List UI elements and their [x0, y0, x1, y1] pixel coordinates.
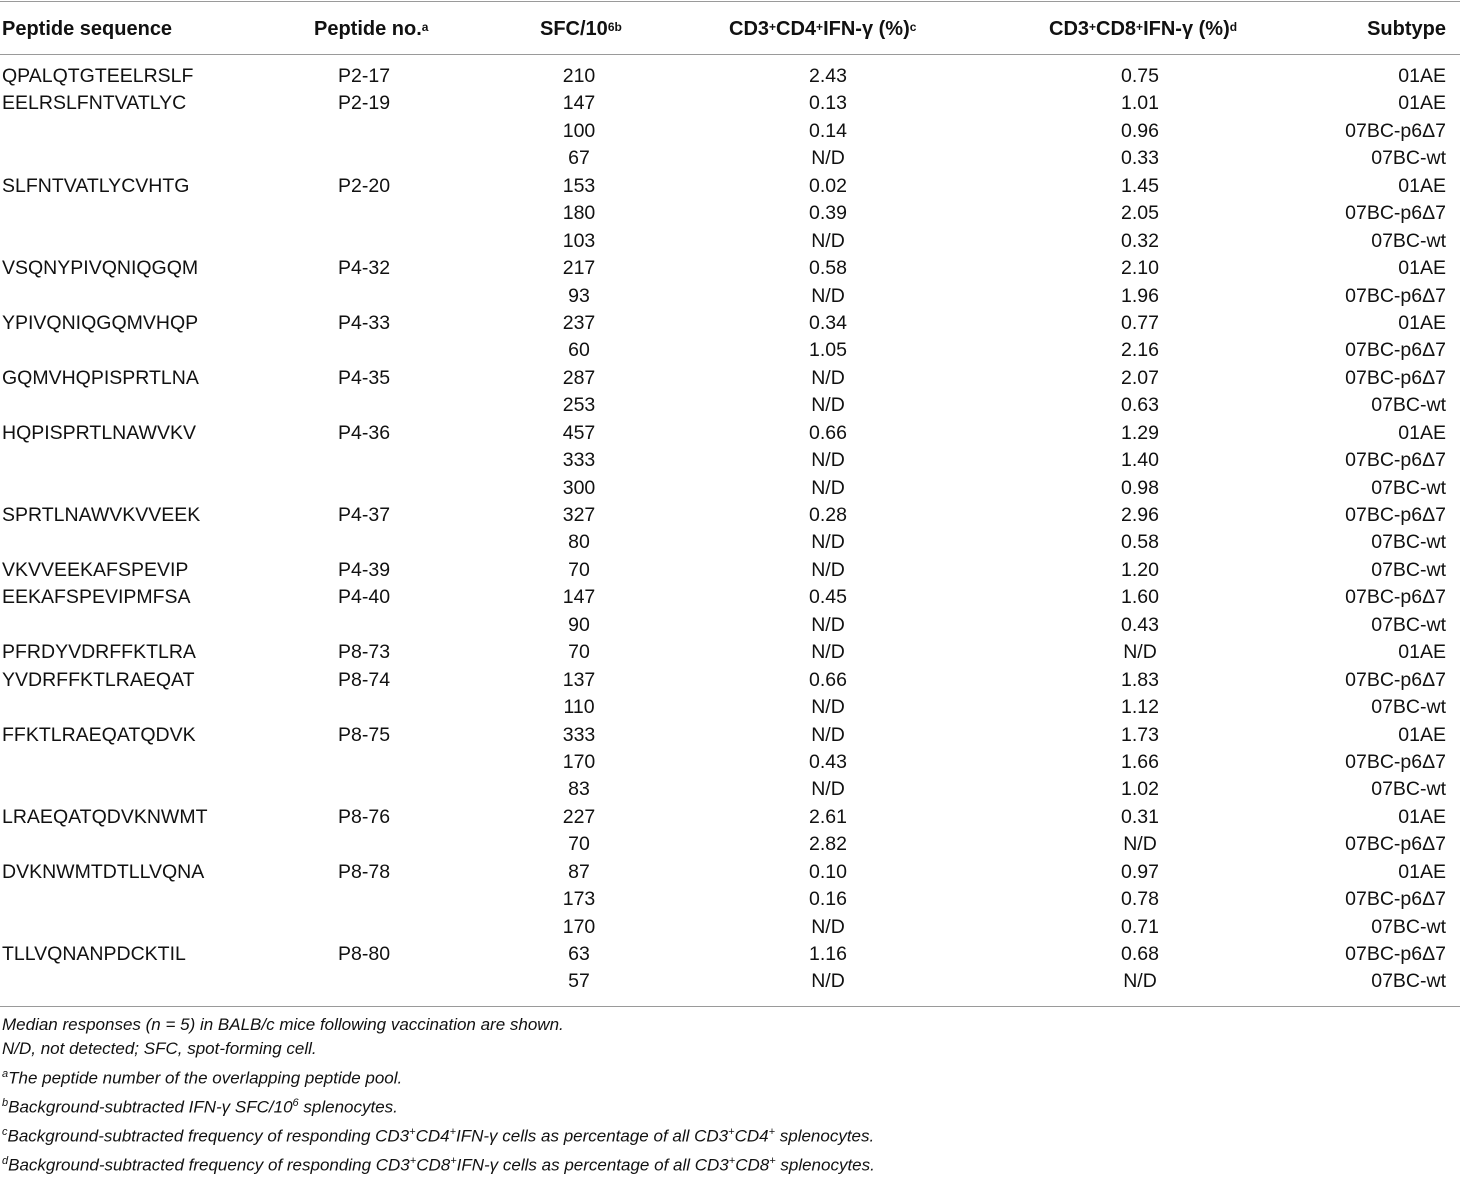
- cell-subtype: 07BC-p6Δ7: [1345, 504, 1446, 526]
- header-text: CD4: [776, 17, 817, 40]
- footnote-median: Median responses (n = 5) in BALB/c mice following vaccination are shown.: [2, 1015, 564, 1034]
- footnote-d: [2, 1149, 875, 1178]
- cell-cd4-pct: N/D: [811, 531, 845, 554]
- table-row: [0, 529, 1460, 556]
- cell-subtype: 07BC-p6Δ7: [1345, 339, 1446, 362]
- footnote-marker: c: [2, 1125, 8, 1138]
- superscript-plus: +: [769, 1155, 776, 1167]
- table-row: [0, 118, 1460, 145]
- footnote-text: Background-subtracted IFN-γ SFC/10: [8, 1097, 293, 1117]
- footnote-marker: d: [1229, 20, 1238, 34]
- cell-subtype: 07BC-wt: [1371, 229, 1446, 252]
- table-row: [0, 255, 1460, 282]
- cell-subtype: 01AE: [1398, 805, 1446, 828]
- cell-subtype: 07BC-wt: [1371, 970, 1446, 993]
- header-text: Peptide no.: [314, 17, 422, 40]
- footnote-text: Background-subtracted frequency of responding CD3: [8, 1155, 410, 1175]
- cell-peptide-no: P4-35: [338, 366, 391, 389]
- cell-sfc: 93: [568, 284, 590, 307]
- cell-cd4-pct: N/D: [811, 394, 845, 417]
- header-text: CD8: [1096, 17, 1137, 40]
- footnote-marker: b: [2, 1096, 9, 1109]
- cell-peptide-sequence: GQMVHQPISPRTLNA: [2, 366, 199, 389]
- footnote-text: IFN-γ cells as percentage of all CD3: [456, 1155, 729, 1175]
- footnote-a: [2, 1062, 875, 1091]
- table-row: [0, 722, 1460, 749]
- cell-subtype: 07BC-wt: [1371, 613, 1446, 636]
- table-row: [0, 392, 1460, 419]
- footnote-text: splenocytes.: [775, 1126, 875, 1146]
- footnote-text: CD8: [735, 1155, 770, 1175]
- cell-subtype: 07BC-wt: [1371, 147, 1446, 170]
- cell-cd4-pct: N/D: [811, 778, 845, 801]
- cell-cd8-pct: 0.97: [1121, 860, 1159, 883]
- cell-peptide-no: P4-36: [338, 421, 391, 444]
- cell-peptide-sequence: PFRDYVDRFFKTLRA: [2, 641, 196, 664]
- table-body: [0, 63, 1460, 996]
- cell-cd8-pct: 1.02: [1121, 778, 1159, 801]
- cell-cd4-pct: 2.61: [809, 805, 847, 828]
- cell-cd4-pct: N/D: [811, 723, 845, 746]
- table-row: [0, 584, 1460, 611]
- cell-sfc: 457: [562, 421, 596, 444]
- cell-cd8-pct: 0.71: [1121, 915, 1159, 938]
- cell-cd8-pct: 0.31: [1121, 805, 1159, 828]
- cell-sfc: 87: [568, 860, 590, 883]
- cell-peptide-sequence: SLFNTVATLYCVHTG: [2, 174, 190, 197]
- header-sfc: [540, 6, 622, 52]
- table-row: [0, 831, 1460, 858]
- cell-subtype: 01AE: [1398, 92, 1446, 115]
- cell-cd8-pct: 1.12: [1121, 696, 1159, 719]
- cell-cd8-pct: 0.78: [1121, 888, 1159, 911]
- header-text: CD3: [729, 17, 770, 40]
- table-row: [0, 557, 1460, 584]
- superscript-plus: +: [409, 1155, 417, 1167]
- cell-subtype: 07BC-wt: [1371, 476, 1446, 499]
- footnote-text: CD8: [416, 1155, 451, 1175]
- cell-peptide-sequence: VKVVEEKAFSPEVIP: [2, 558, 189, 581]
- table-row: [0, 475, 1460, 502]
- cell-peptide-no: P8-78: [338, 860, 391, 883]
- cell-peptide-no: P8-75: [338, 723, 391, 746]
- footnote-text: The peptide number of the overlapping peptide pool.: [8, 1068, 403, 1088]
- cell-subtype: 07BC-wt: [1371, 915, 1446, 938]
- table-row: [0, 968, 1460, 995]
- cell-peptide-sequence: SPRTLNAWVKVVEEK: [2, 504, 201, 526]
- cell-peptide-no: P4-33: [338, 311, 391, 334]
- cell-peptide-no: P4-37: [338, 504, 391, 526]
- cell-sfc: 170: [562, 750, 596, 773]
- cell-peptide-no: P2-19: [338, 92, 391, 115]
- cell-subtype: 07BC-p6Δ7: [1345, 833, 1446, 856]
- cell-subtype: 01AE: [1398, 723, 1446, 746]
- footnote-abbreviations: N/D, not detected; SFC, spot-forming cell.: [2, 1039, 317, 1059]
- cell-cd8-pct: 2.05: [1121, 202, 1159, 225]
- table-row: [0, 63, 1460, 90]
- cell-subtype: 01AE: [1398, 421, 1446, 444]
- header-text: IFN-γ (%): [823, 17, 910, 40]
- cell-cd8-pct: 0.98: [1121, 476, 1159, 499]
- cell-peptide-no: P2-17: [338, 65, 391, 87]
- table-row: [0, 337, 1460, 364]
- cell-subtype: 07BC-p6Δ7: [1345, 449, 1446, 472]
- cell-sfc: 137: [562, 668, 596, 691]
- table-row: [0, 502, 1460, 529]
- cell-subtype: 07BC-p6Δ7: [1345, 586, 1446, 609]
- cell-peptide-sequence: VSQNYPIVQNIQGQM: [2, 257, 199, 280]
- cell-sfc: 173: [562, 888, 596, 911]
- table-row: [0, 447, 1460, 474]
- cell-cd8-pct: 0.68: [1121, 943, 1159, 965]
- superscript-plus: +: [768, 1125, 776, 1138]
- table-row: [0, 200, 1460, 227]
- cell-cd4-pct: 0.28: [809, 504, 847, 526]
- cell-peptide-sequence: LRAEQATQDVKNWMT: [2, 805, 208, 828]
- cell-subtype: 07BC-p6Δ7: [1345, 202, 1446, 225]
- cell-cd4-pct: N/D: [811, 476, 845, 499]
- cell-sfc: 147: [562, 92, 596, 115]
- cell-subtype: 07BC-p6Δ7: [1345, 750, 1446, 773]
- cell-subtype: 07BC-p6Δ7: [1345, 119, 1446, 142]
- cell-cd8-pct: 0.33: [1121, 147, 1159, 170]
- footnote-text: CD4: [734, 1126, 769, 1146]
- header-text: SFC/10: [540, 17, 608, 40]
- cell-sfc: 80: [568, 531, 590, 554]
- cell-peptide-sequence: EELRSLFNTVATLYC: [2, 92, 187, 115]
- footnote-text: splenocytes.: [775, 1155, 875, 1175]
- cell-peptide-no: P8-76: [338, 805, 391, 828]
- cell-peptide-no: P4-39: [338, 558, 391, 581]
- cell-cd8-pct: 1.60: [1121, 586, 1159, 609]
- cell-subtype: 07BC-wt: [1371, 778, 1446, 801]
- cell-sfc: 210: [562, 65, 596, 87]
- cell-cd8-pct: 1.83: [1121, 668, 1159, 691]
- header-peptide-sequence: [2, 6, 172, 52]
- cell-sfc: 147: [562, 586, 596, 609]
- cell-cd4-pct: 0.58: [809, 257, 847, 280]
- cell-peptide-sequence: EEKAFSPEVIPMFSA: [2, 586, 191, 609]
- cell-cd4-pct: 0.14: [809, 119, 847, 142]
- footnote-b: [2, 1091, 875, 1120]
- cell-sfc: 180: [562, 202, 596, 225]
- cell-cd8-pct: 1.66: [1121, 750, 1159, 773]
- cell-sfc: 110: [563, 696, 595, 719]
- cell-peptide-no: P8-74: [338, 668, 391, 691]
- cell-cd4-pct: N/D: [811, 696, 845, 719]
- superscript-plus: +: [1136, 20, 1144, 34]
- cell-cd4-pct: 2.82: [809, 833, 847, 856]
- table-row: [0, 365, 1460, 392]
- cell-subtype: 01AE: [1398, 257, 1446, 280]
- cell-cd8-pct: N/D: [1123, 641, 1157, 664]
- cell-cd4-pct: 1.05: [809, 339, 847, 362]
- header-text: IFN-γ (%): [1143, 17, 1230, 40]
- superscript-exponent: 6: [292, 1096, 299, 1109]
- cell-subtype: 07BC-p6Δ7: [1345, 888, 1446, 911]
- cell-peptide-no: P8-80: [338, 943, 391, 965]
- cell-cd8-pct: 2.10: [1121, 257, 1159, 280]
- cell-cd4-pct: N/D: [811, 613, 845, 636]
- footnote-c: [2, 1120, 875, 1149]
- cell-sfc: 70: [568, 641, 590, 664]
- cell-cd8-pct: 0.96: [1121, 119, 1159, 142]
- header-subtype: [1367, 6, 1446, 52]
- cell-peptide-sequence: DVKNWMTDTLLVQNA: [2, 860, 205, 883]
- cell-subtype: 07BC-p6Δ7: [1345, 284, 1446, 307]
- cell-peptide-sequence: YVDRFFKTLRAEQAT: [2, 668, 195, 691]
- cell-subtype: 07BC-wt: [1371, 696, 1446, 719]
- cell-sfc: 83: [568, 778, 590, 801]
- cell-cd4-pct: N/D: [811, 449, 845, 472]
- cell-sfc: 333: [562, 723, 596, 746]
- cell-cd4-pct: 0.39: [809, 202, 847, 225]
- superscript-plus: +: [816, 20, 824, 34]
- cell-peptide-sequence: QPALQTGTEELRSLF: [2, 65, 194, 87]
- cell-subtype: 07BC-wt: [1371, 394, 1446, 417]
- header-cd4-ifn: [729, 6, 916, 52]
- cell-sfc: 253: [562, 394, 596, 417]
- cell-cd4-pct: 0.10: [809, 860, 847, 883]
- cell-cd4-pct: N/D: [811, 558, 845, 581]
- footnote-marker: d: [2, 1155, 9, 1167]
- cell-cd8-pct: 1.01: [1121, 92, 1159, 115]
- cell-sfc: 100: [562, 119, 596, 142]
- cell-peptide-no: P4-32: [338, 257, 391, 280]
- table-top-rule: [0, 1, 1460, 2]
- cell-sfc: 60: [568, 339, 590, 362]
- cell-cd4-pct: 0.16: [809, 888, 847, 911]
- cell-cd8-pct: 0.63: [1121, 394, 1159, 417]
- header-rule: [0, 54, 1460, 55]
- footnote-marker: a: [421, 20, 429, 34]
- superscript-plus: +: [1089, 20, 1097, 34]
- cell-cd8-pct: 0.77: [1121, 311, 1159, 334]
- cell-peptide-no: P8-73: [338, 641, 391, 664]
- table-footnotes: [2, 1013, 875, 1178]
- cell-subtype: 07BC-wt: [1371, 558, 1446, 581]
- cell-sfc: 327: [562, 504, 596, 526]
- cell-peptide-sequence: HQPISPRTLNAWVKV: [2, 421, 196, 444]
- cell-peptide-no: P4-40: [338, 586, 391, 609]
- cell-cd4-pct: N/D: [811, 915, 845, 938]
- footnote-text: Background-subtracted frequency of responding CD3: [7, 1126, 410, 1146]
- cell-sfc: 153: [562, 174, 596, 197]
- footnote-marker: 6b: [607, 20, 622, 34]
- cell-cd8-pct: 0.32: [1121, 229, 1159, 252]
- cell-cd4-pct: N/D: [811, 229, 845, 252]
- table-row: [0, 310, 1460, 337]
- cell-cd4-pct: 0.45: [809, 586, 847, 609]
- table-row: [0, 145, 1460, 172]
- footnote-text: CD4: [415, 1126, 450, 1146]
- cell-cd8-pct: 0.58: [1121, 531, 1159, 554]
- footnote-marker: c: [909, 20, 917, 34]
- table-row: [0, 283, 1460, 310]
- footnote-marker: a: [2, 1067, 9, 1080]
- table-row: [0, 776, 1460, 803]
- cell-sfc: 170: [562, 915, 596, 938]
- cell-cd4-pct: N/D: [811, 366, 845, 389]
- cell-sfc: 67: [568, 147, 590, 170]
- cell-subtype: 07BC-p6Δ7: [1345, 668, 1446, 691]
- superscript-plus: +: [449, 1125, 457, 1138]
- cell-cd4-pct: 0.13: [809, 92, 847, 115]
- header-text: CD3: [1049, 17, 1090, 40]
- superscript-plus: +: [769, 20, 777, 34]
- cell-subtype: 07BC-p6Δ7: [1345, 366, 1446, 389]
- header-cd8-ifn: [1049, 6, 1237, 52]
- cell-sfc: 63: [568, 943, 590, 965]
- cell-cd4-pct: N/D: [811, 970, 845, 993]
- cell-sfc: 70: [568, 833, 590, 856]
- cell-sfc: 70: [568, 558, 590, 581]
- cell-sfc: 57: [568, 970, 590, 993]
- cell-cd4-pct: 2.43: [809, 65, 847, 87]
- cell-cd8-pct: 1.29: [1121, 421, 1159, 444]
- superscript-plus: +: [728, 1125, 735, 1138]
- cell-cd8-pct: N/D: [1123, 970, 1157, 993]
- cell-cd4-pct: N/D: [811, 284, 845, 307]
- table-row: [0, 612, 1460, 639]
- cell-subtype: 01AE: [1398, 860, 1446, 883]
- cell-cd4-pct: 0.43: [809, 750, 847, 773]
- table-row: [0, 420, 1460, 447]
- cell-peptide-sequence: TLLVQNANPDCKTIL: [2, 943, 186, 965]
- cell-cd8-pct: 1.40: [1121, 449, 1159, 472]
- table-row: [0, 694, 1460, 721]
- cell-cd4-pct: 0.66: [809, 668, 847, 691]
- table-row: [0, 804, 1460, 831]
- table-row: [0, 228, 1460, 255]
- superscript-plus: +: [450, 1155, 457, 1167]
- cell-cd8-pct: 2.96: [1121, 504, 1159, 526]
- cell-cd8-pct: 1.96: [1121, 284, 1159, 307]
- cell-subtype: 01AE: [1398, 641, 1446, 664]
- cell-cd4-pct: 0.66: [809, 421, 847, 444]
- cell-cd8-pct: 1.20: [1121, 558, 1159, 581]
- cell-cd8-pct: 0.43: [1121, 613, 1159, 636]
- cell-subtype: 07BC-wt: [1371, 531, 1446, 554]
- cell-cd8-pct: N/D: [1123, 833, 1157, 856]
- table-row: [0, 749, 1460, 776]
- cell-cd4-pct: N/D: [811, 641, 845, 664]
- cell-sfc: 333: [562, 449, 596, 472]
- table-row: [0, 941, 1460, 968]
- cell-sfc: 103: [562, 229, 596, 252]
- cell-cd8-pct: 2.07: [1121, 366, 1159, 389]
- superscript-plus: +: [409, 1125, 416, 1138]
- cell-peptide-sequence: FFKTLRAEQATQDVK: [2, 723, 196, 746]
- table-row: [0, 914, 1460, 941]
- cell-cd8-pct: 1.45: [1121, 174, 1159, 197]
- table-row: [0, 667, 1460, 694]
- header-peptide-no: [314, 6, 428, 52]
- table-row: [0, 173, 1460, 200]
- superscript-plus: +: [728, 1155, 736, 1167]
- cell-peptide-no: P2-20: [338, 174, 391, 197]
- footnote-text: IFN-γ cells as percentage of all CD3: [456, 1126, 729, 1146]
- cell-cd4-pct: N/D: [811, 147, 845, 170]
- footnote-text: splenocytes.: [298, 1097, 398, 1117]
- cell-cd4-pct: 0.34: [809, 311, 847, 334]
- cell-sfc: 90: [568, 613, 590, 636]
- cell-subtype: 07BC-p6Δ7: [1345, 943, 1446, 965]
- cell-subtype: 01AE: [1398, 311, 1446, 334]
- cell-subtype: 01AE: [1398, 65, 1446, 87]
- cell-sfc: 217: [562, 257, 596, 280]
- header-text: Peptide sequence: [2, 17, 173, 40]
- cell-cd8-pct: 1.73: [1121, 723, 1159, 746]
- cell-cd4-pct: 0.02: [809, 174, 847, 197]
- table-bottom-rule: [0, 1006, 1460, 1007]
- cell-cd8-pct: 0.75: [1121, 65, 1159, 87]
- table-row: [0, 639, 1460, 666]
- cell-sfc: 237: [562, 311, 596, 334]
- cell-peptide-sequence: YPIVQNIQGQMVHQP: [2, 311, 199, 334]
- cell-cd4-pct: 1.16: [809, 943, 847, 965]
- cell-sfc: 227: [562, 805, 596, 828]
- table-row: [0, 859, 1460, 886]
- header-text: Subtype: [1367, 17, 1446, 40]
- table-row: [0, 886, 1460, 913]
- cell-cd8-pct: 2.16: [1121, 339, 1159, 362]
- cell-sfc: 300: [562, 476, 596, 499]
- cell-sfc: 287: [562, 366, 596, 389]
- table-row: [0, 90, 1460, 117]
- cell-subtype: 01AE: [1398, 174, 1446, 197]
